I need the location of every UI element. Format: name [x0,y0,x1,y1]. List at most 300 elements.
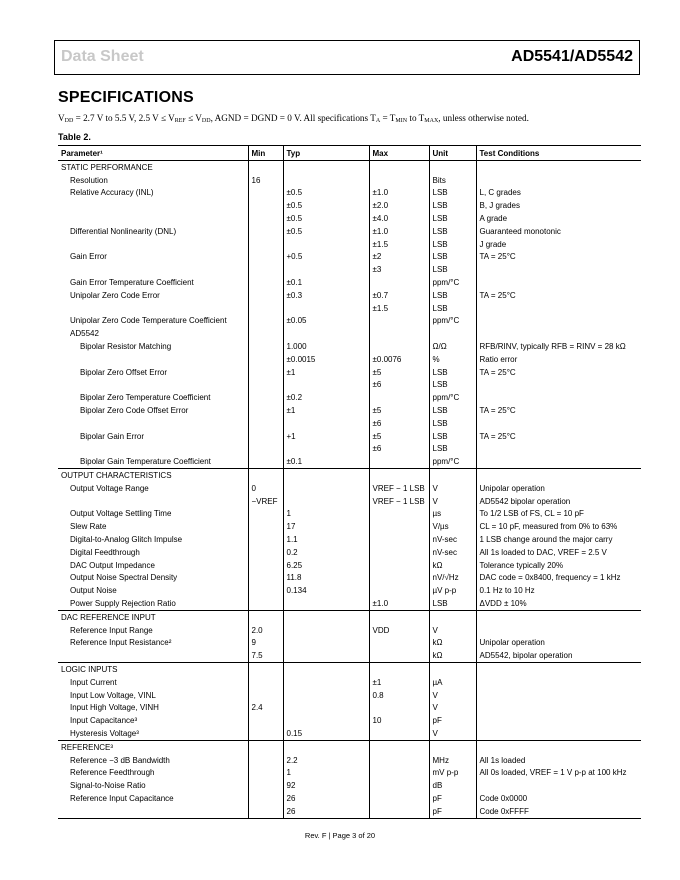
table-cell-test-conditions [476,302,641,315]
table-row [58,792,641,805]
table-cell-min [248,315,283,328]
table-row [58,276,641,289]
table-cell-max: ±6 [369,379,429,392]
table-row [58,559,641,572]
table-cell-test-conditions [476,701,641,714]
table-cell-max [369,610,429,623]
table-cell-max [369,508,429,521]
table-row [58,263,641,276]
table-cell-typ: 26 [283,792,369,805]
table-cell-unit: nV/√Hz [429,572,476,585]
table-cell-typ: 0.134 [283,584,369,597]
table-cell-parameter: Digital-to-Analog Glitch Impulse [70,535,183,544]
table-cell-typ: ±0.5 [283,212,369,225]
table-cell-max: ±5 [369,430,429,443]
table-cell-test-conditions: TA = 25°C [476,404,641,417]
table-cell-typ: ±0.2 [283,391,369,404]
table-section-row [58,610,641,623]
table-cell-unit: V [429,482,476,495]
table-cell-parameter: Output Voltage Range [70,483,149,493]
table-cell-test-conditions [476,779,641,792]
table-row [58,624,641,637]
table-cell-min [248,805,283,818]
table-cell-test-conditions [476,276,641,289]
table-cell-max [369,649,429,662]
table-cell-unit: ppm/°C [429,455,476,468]
table-cell-unit: LSB [429,289,476,302]
table-cell-min [248,584,283,597]
table-cell-parameter: Gain Error Temperature Coefficient [70,278,194,288]
table-cell-parameter: Output Noise [70,586,117,596]
table-cell-test-conditions [476,740,641,753]
table-cell-parameter: OUTPUT CHARACTERISTICS [58,469,248,482]
table-cell-max [369,559,429,572]
table-cell-unit: LSB [429,238,476,251]
table-cell-typ [283,174,369,187]
table-cell-unit: µV p-p [429,584,476,597]
table-cell-min [248,404,283,417]
table-cell-parameter [58,805,248,818]
table-cell-max [369,533,429,546]
table-cell-typ: 11.8 [283,572,369,585]
table-cell-typ [283,610,369,623]
table-cell-parameter: LOGIC INPUTS [58,663,248,676]
table-row [58,212,641,225]
table-cell-test-conditions: TA = 25°C [476,289,641,302]
table-cell-unit: V [429,624,476,637]
table-section-row [58,740,641,753]
table-cell-parameter: Input Capacitance³ [70,716,138,726]
table-cell-typ [283,701,369,714]
page-header [54,40,640,75]
table-cell-test-conditions: All 1s loaded [476,754,641,767]
table-row [58,379,641,392]
column-header-unit: Unit [429,146,476,161]
table-cell-unit: LSB [429,187,476,200]
table-cell-max [369,740,429,753]
table-cell-unit: % [429,353,476,366]
table-row [58,391,641,404]
table-row [58,302,641,315]
table-row [58,353,641,366]
table-cell-typ [283,495,369,508]
table-cell-min [248,754,283,767]
table-cell-typ [283,482,369,495]
table-cell-parameter: Differential Nonlinearity (DNL) [70,226,177,236]
table-row [58,508,641,521]
table-cell-max: ±2 [369,251,429,264]
table-cell-max [369,636,429,649]
column-header-parameter: Parameter¹ [58,146,248,161]
table-row [58,417,641,430]
table-cell-test-conditions [476,455,641,468]
table-cell-min [248,302,283,315]
table-cell-unit: kΩ [429,559,476,572]
table-cell-unit: kΩ [429,649,476,662]
table-cell-test-conditions: L, C grades [476,187,641,200]
table-cell-typ: +1 [283,430,369,443]
table-row [58,805,641,818]
table-cell-min [248,340,283,353]
table-cell-typ: 17 [283,520,369,533]
table-cell-test-conditions: Unipolar operation [476,636,641,649]
table-cell-test-conditions [476,443,641,456]
table-cell-typ [283,327,369,340]
table-cell-unit: Ω/Ω [429,340,476,353]
column-header-min: Min [248,146,283,161]
table-row [58,366,641,379]
table-cell-unit: V/µs [429,520,476,533]
table-cell-parameter [58,379,248,392]
table-cell-min [248,676,283,689]
table-cell-parameter: Digital Feedthrough [70,547,140,557]
table-cell-max [369,391,429,404]
table-cell-parameter: Gain Error [70,252,107,262]
table-cell-min [248,727,283,740]
table-row [58,520,641,533]
header-part-number: AD5541/AD5542 [511,48,633,65]
table-cell-unit: dB [429,779,476,792]
table-cell-test-conditions: To 1/2 LSB of FS, CL = 10 pF [476,508,641,521]
table-cell-parameter: Bipolar Gain Temperature Coefficient [80,457,211,467]
table-cell-parameter: Bipolar Zero Offset Error [80,367,167,377]
table-cell-typ: 1 [283,766,369,779]
table-cell-parameter [58,212,248,225]
table-cell-min [248,161,283,174]
table-row [58,430,641,443]
table-cell-max: ±0.0076 [369,353,429,366]
table-row [58,597,641,610]
table-row [58,225,641,238]
table-cell-max: ±1.5 [369,238,429,251]
table-cell-max: VDD [369,624,429,637]
table-cell-test-conditions: All 1s loaded to DAC, VREF = 2.5 V [476,546,641,559]
table-cell-typ [283,469,369,482]
table-cell-max [369,174,429,187]
table-cell-test-conditions: TA = 25°C [476,430,641,443]
table-cell-min [248,455,283,468]
table-cell-unit: MHz [429,754,476,767]
table-cell-test-conditions [476,379,641,392]
table-cell-unit: ppm/°C [429,276,476,289]
table-cell-typ [283,624,369,637]
table-cell-unit: Bits [429,174,476,187]
table-row [58,676,641,689]
table-caption: Table 2. [58,132,91,142]
column-header-max: Max [369,146,429,161]
table-cell-max: ±4.0 [369,212,429,225]
table-cell-test-conditions [476,610,641,623]
table-cell-parameter: Unipolar Zero Code Temperature Coefficient [70,316,227,326]
specifications-conditions: $V_{DD} = 2.7$ V to 5.5 V, 2.5 $V \le V_{REF} \le V_{DD}$, AGND = DGND = 0 V. All specifications $T_A = T_{MIN}$ to $T_{MAX}$, unless otherwise noted. [58,113,529,124]
table-cell-unit: kΩ [429,636,476,649]
table-cell-min [248,263,283,276]
table-row [58,727,641,740]
table-cell-max [369,340,429,353]
table-cell-typ [283,161,369,174]
table-cell-parameter [58,302,248,315]
table-cell-parameter: Bipolar Zero Temperature Coefficient [80,393,211,403]
table-cell-typ: ±1 [283,404,369,417]
table-cell-test-conditions [476,714,641,727]
table-cell-parameter: Relative Accuracy (INL) [70,188,154,198]
table-cell-parameter: AD5542 [70,329,99,339]
table-cell-typ [283,379,369,392]
table-cell-typ [283,636,369,649]
table-cell-min [248,546,283,559]
table-cell-unit: µA [429,676,476,689]
table-cell-typ: ±0.0015 [283,353,369,366]
table-cell-parameter: Slew Rate [70,522,107,532]
table-cell-typ [283,676,369,689]
table-cell-unit: LSB [429,597,476,610]
table-cell-max [369,546,429,559]
table-row [58,455,641,468]
table-cell-max [369,455,429,468]
table-cell-typ [283,689,369,702]
table-cell-typ [283,302,369,315]
table-cell-max: ±6 [369,417,429,430]
table-cell-max: VREF − 1 LSB [369,482,429,495]
table-cell-max: ±1.0 [369,597,429,610]
table-cell-parameter: Bipolar Zero Code Offset Error [80,406,189,416]
table-cell-max: ±1.0 [369,187,429,200]
table-cell-max: VREF − 1 LSB [369,495,429,508]
table-cell-typ: ±1 [283,366,369,379]
table-cell-min [248,572,283,585]
table-row [58,572,641,585]
table-cell-max: 0.8 [369,689,429,702]
table-cell-typ: 92 [283,779,369,792]
table-cell-max: ±3 [369,263,429,276]
table-cell-typ [283,238,369,251]
table-cell-test-conditions [476,315,641,328]
table-cell-typ [283,263,369,276]
table-cell-unit [429,663,476,676]
table-cell-max: ±1 [369,676,429,689]
table-cell-min [248,469,283,482]
table-cell-typ [283,714,369,727]
table-cell-min: 7.5 [248,649,283,662]
table-cell-max: ±1.0 [369,225,429,238]
table-cell-min [248,276,283,289]
table-cell-test-conditions: AD5542, bipolar operation [476,649,641,662]
table-cell-parameter [58,417,248,430]
table-cell-unit: nV-sec [429,533,476,546]
table-cell-typ [283,740,369,753]
table-cell-test-conditions: Code 0xFFFF [476,805,641,818]
table-cell-unit: V [429,701,476,714]
table-cell-test-conditions: CL = 10 pF, measured from 0% to 63% [476,520,641,533]
table-row [58,689,641,702]
table-cell-test-conditions [476,174,641,187]
table-row [58,315,641,328]
table-cell-unit: LSB [429,199,476,212]
table-cell-test-conditions [476,263,641,276]
table-cell-parameter: Input High Voltage, VINH [70,703,159,713]
table-cell-test-conditions: Ratio error [476,353,641,366]
section-title: SPECIFICATIONS [58,89,194,106]
table-cell-test-conditions: Tolerance typically 20% [476,559,641,572]
table-cell-unit: ppm/°C [429,391,476,404]
table-cell-max [369,572,429,585]
table-cell-typ: 0.2 [283,546,369,559]
table-row [58,584,641,597]
table-cell-min [248,689,283,702]
table-cell-parameter: Unipolar Zero Code Error [70,290,160,300]
table-section-row [58,663,641,676]
table-cell-typ: ±0.3 [283,289,369,302]
table-cell-parameter: DAC REFERENCE INPUT [58,610,248,623]
table-cell-test-conditions: AD5542 bipolar operation [476,495,641,508]
table-row [58,340,641,353]
table-cell-parameter: Signal-to-Noise Ratio [70,781,146,791]
table-cell-typ [283,597,369,610]
table-cell-unit: pF [429,714,476,727]
table-cell-min [248,212,283,225]
table-cell-max [369,792,429,805]
table-cell-parameter: Reference −3 dB Bandwidth [70,755,170,765]
table-cell-typ: 1 [283,508,369,521]
table-header-row [58,146,641,161]
table-cell-unit: LSB [429,366,476,379]
table-cell-parameter: Reference Input Range [70,625,153,635]
table-cell-min [248,327,283,340]
table-row [58,404,641,417]
table-cell-max [369,727,429,740]
table-row [58,251,641,264]
table-cell-max: ±6 [369,443,429,456]
table-cell-typ: ±0.1 [283,455,369,468]
table-cell-typ: 26 [283,805,369,818]
table-row [58,443,641,456]
table-row [58,649,641,662]
table-cell-min [248,225,283,238]
table-cell-max: 10 [369,714,429,727]
table-cell-typ [283,417,369,430]
table-cell-typ: ±0.5 [283,199,369,212]
table-row [58,289,641,302]
table-cell-typ [283,443,369,456]
table-cell-min [248,251,283,264]
table-cell-max [369,779,429,792]
table-cell-min [248,520,283,533]
table-cell-min [248,353,283,366]
table-cell-min: 0 [248,482,283,495]
table-cell-test-conditions [476,624,641,637]
table-cell-min [248,597,283,610]
table-cell-max [369,315,429,328]
table-cell-test-conditions [476,727,641,740]
table-cell-min [248,199,283,212]
table-cell-test-conditions [476,689,641,702]
table-cell-min [248,366,283,379]
table-cell-unit [429,327,476,340]
table-cell-min [248,559,283,572]
table-cell-parameter: REFERENCE³ [58,740,248,753]
table-cell-max [369,469,429,482]
table-cell-max [369,754,429,767]
table-cell-max [369,805,429,818]
table-row [58,495,641,508]
table-cell-unit [429,469,476,482]
table-cell-unit: nV-sec [429,546,476,559]
table-cell-parameter: Bipolar Gain Error [80,431,145,441]
table-cell-test-conditions: TA = 25°C [476,366,641,379]
table-cell-parameter: Resolution [70,175,108,185]
table-cell-max [369,701,429,714]
table-cell-parameter: Reference Input Capacitance [70,793,174,803]
table-cell-typ: 1.1 [283,533,369,546]
table-cell-max [369,766,429,779]
table-cell-parameter: Input Low Voltage, VINL [70,690,156,700]
table-cell-min: 2.4 [248,701,283,714]
table-cell-parameter [58,238,248,251]
table-cell-max: ±5 [369,366,429,379]
table-row [58,546,641,559]
table-row [58,779,641,792]
table-cell-test-conditions: B, J grades [476,199,641,212]
table-cell-parameter: Output Voltage Settling Time [70,509,172,519]
column-header-test-conditions: Test Conditions [476,146,641,161]
table-row [58,199,641,212]
table-cell-parameter [58,353,248,366]
table-cell-parameter: Input Current [70,677,117,687]
table-cell-test-conditions: J grade [476,238,641,251]
table-row [58,482,641,495]
table-cell-max: ±1.5 [369,302,429,315]
table-cell-test-conditions: DAC code = 0x8400, frequency = 1 kHz [476,572,641,585]
table-cell-test-conditions: RFB/RINV, typically RFB = RINV = 28 kΩ [476,340,641,353]
table-cell-unit: ppm/°C [429,315,476,328]
table-cell-parameter: STATIC PERFORMANCE [58,161,248,174]
table-cell-parameter: Output Noise Spectral Density [70,573,178,583]
specifications-table [58,145,641,819]
table-cell-unit: LSB [429,430,476,443]
table-cell-min [248,417,283,430]
table-row [58,533,641,546]
table-cell-unit: LSB [429,443,476,456]
table-cell-parameter: Hysteresis Voltage³ [70,728,139,738]
table-row [58,714,641,727]
table-cell-test-conditions [476,663,641,676]
table-cell-unit: µs [429,508,476,521]
table-cell-unit: V [429,727,476,740]
table-cell-test-conditions [476,676,641,689]
table-cell-min [248,443,283,456]
table-row [58,636,641,649]
table-cell-typ: ±0.5 [283,225,369,238]
table-cell-unit: V [429,495,476,508]
table-cell-unit: LSB [429,417,476,430]
table-cell-test-conditions: All 0s loaded, VREF = 1 V p-p at 100 kHz [476,766,641,779]
table-row [58,187,641,200]
table-cell-max [369,663,429,676]
table-cell-max: ±2.0 [369,199,429,212]
table-cell-max [369,161,429,174]
table-row [58,327,641,340]
table-cell-test-conditions [476,327,641,340]
table-cell-max [369,276,429,289]
table-cell-min: 16 [248,174,283,187]
table-cell-typ: ±0.1 [283,276,369,289]
table-row [58,754,641,767]
table-cell-test-conditions: A grade [476,212,641,225]
table-cell-min [248,430,283,443]
table-cell-test-conditions [476,469,641,482]
table-cell-parameter: Reference Feedthrough [70,768,155,778]
table-cell-typ [283,663,369,676]
